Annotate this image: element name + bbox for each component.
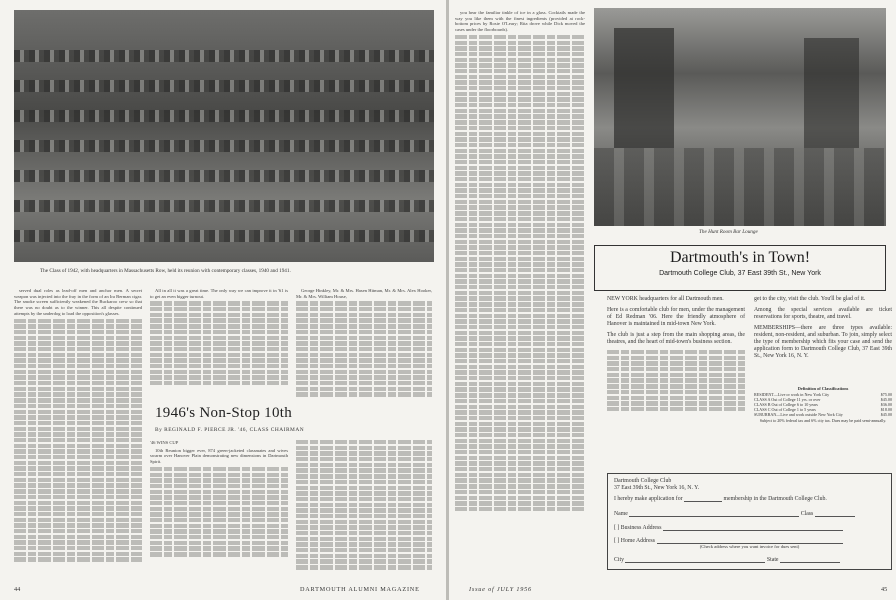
right-page	[449, 0, 896, 600]
class-photo	[14, 10, 434, 262]
fee-row: SUBURBAN—Live and work outside New York City $45.00	[754, 412, 892, 417]
membership-type-field[interactable]	[684, 495, 722, 502]
ad-column-2	[754, 296, 892, 364]
hunt-room-photo	[594, 8, 886, 226]
reunion-intro: you hear the familiar tinkle of ice in a glass. Cocktails made the way you like them with the finest ingredients (provided at rock-bottom prices by Rosie O'Leary; Rita drove while Dick moved the cases under the floorboards).	[455, 10, 585, 33]
form-apply-label: I hereby make application for	[614, 496, 683, 502]
city-field[interactable]	[625, 556, 765, 563]
form-city-row	[614, 556, 885, 563]
form-check-note: (Check address where you want invoice for dues sent)	[699, 544, 800, 549]
fee-note: Subject to 20% federal tax and 6% city tax. Dues may be paid semi-annually.	[759, 418, 887, 423]
class-field[interactable]	[815, 510, 855, 517]
fee-schedule	[754, 386, 892, 423]
column-1-intro: served dual roles as lead-off men and anchor men. A secret weapon was injected into the fray in the form of an Ira Berman cigar. The smoke screen sufficiently weakened the Buckaroo crew so that there was no doubt as to the winner. This all despite continued attempts by the underdog to load the opposition's glasses.	[14, 288, 142, 316]
club-ad-header	[594, 245, 886, 291]
business-address-field[interactable]	[663, 524, 843, 531]
fee-row: CLASS B Out of College 6 to 10 years $36.00	[754, 402, 892, 407]
column-3-intro: George Hinkley, Mr. & Mrs. Hasen Hitman, Mr. & Mrs. Alex Hooker, Mr. & Mrs. William House,	[296, 288, 432, 299]
form-to-line-1: Dartmouth College Club	[614, 478, 672, 484]
form-state-label: State	[766, 557, 779, 563]
hunt-room-caption: The Hunt Room Bar Lounge	[699, 229, 758, 235]
ad-p6: MEMBERSHIPS—there are three types available: resident, non-resident, and suburban. To join, simply select the type of membership which fits your case and send the application form to Dartmouth College Club, 37 East 39th St., New York 16, N. Y.	[754, 325, 892, 359]
name-field[interactable]	[629, 510, 799, 517]
column-3	[296, 288, 432, 400]
state-field[interactable]	[780, 556, 840, 563]
ad-p4: get to the city, visit the club. You'll be glad of it.	[754, 296, 866, 302]
left-folio: 44	[14, 586, 21, 593]
magazine-name: DARTMOUTH ALUMNI MAGAZINE	[300, 586, 420, 593]
story-column-2	[296, 440, 432, 580]
article-title: 1946's Non-Stop 10th	[155, 405, 293, 421]
ad-title: Dartmouth's in Town!	[669, 249, 811, 266]
left-page	[0, 0, 446, 600]
photo-caption: The Class of 1942, with headquarters in Massachusetts Row, held its reunion with contemporary classes, 1940 and 1941.	[40, 268, 291, 274]
article-byline: By REGINALD F. PIERCE JR. '46, CLASS CHAIRMAN	[155, 427, 305, 433]
reunion-column	[455, 10, 585, 580]
form-home-row	[614, 537, 885, 544]
story-column-1	[150, 440, 288, 580]
column-2	[150, 288, 288, 400]
right-folio: 45	[881, 586, 888, 593]
story-intro: 10th Reunion bigger ever, 874 green-jacketed classmates and wives swarm over Hanover Plain demonstrating new dimensions in Dartmouth Spirit.	[150, 447, 288, 465]
home-address-checkbox[interactable]: [ ] Home Address	[614, 538, 656, 544]
form-to-line-2: 37 East 39th St., New York 16, N. Y.	[614, 485, 700, 491]
ad-column-1	[607, 296, 745, 413]
ad-p5: Among the special services available are ticket reservations for sports, theatre, and travel.	[754, 307, 892, 320]
issue-date: Issue of JULY 1956	[469, 586, 532, 593]
ad-p1: NEW YORK headquarters for all Dartmouth men.	[607, 296, 724, 302]
column-1	[14, 288, 142, 588]
fee-row: CLASS C Out of College 1 to 5 years $18.00	[754, 407, 892, 412]
form-name-row	[614, 510, 885, 517]
form-class-label: Class	[800, 511, 814, 517]
form-name-label: Name	[614, 511, 628, 517]
home-address-field[interactable]	[657, 537, 843, 544]
fee-row: RESIDENT—Live or work in New York City $75.00	[754, 392, 892, 397]
form-city-label: City	[614, 557, 624, 563]
story-head: '46 WINS CUP	[150, 440, 179, 445]
ad-p3: The club is just a step from the main shopping areas, the theatres, and the heart of mid-town's business section.	[607, 332, 745, 345]
form-apply-row	[614, 495, 885, 502]
fee-row: CLASS A Out of College 11 yrs. or over $45.00	[754, 397, 892, 402]
business-address-checkbox[interactable]: [ ] Business Address	[614, 525, 662, 531]
form-apply-end: membership in the Dartmouth College Club.	[723, 496, 827, 502]
form-business-row	[614, 524, 885, 531]
application-form	[607, 473, 892, 570]
ad-p2: Here is a comfortable club for men, under the management of Ed Redman '06. Here the friendly atmosphere of Hanover is maintained in mid-town New York.	[607, 307, 745, 327]
fee-header: Definition of Classifications	[797, 386, 849, 391]
ad-subtitle: Dartmouth College Club, 37 East 39th St., New York	[659, 270, 821, 277]
column-2-intro: All in all it was a great time. The only way we can improve it in '61 is to get an even bigger turnout.	[150, 288, 288, 299]
